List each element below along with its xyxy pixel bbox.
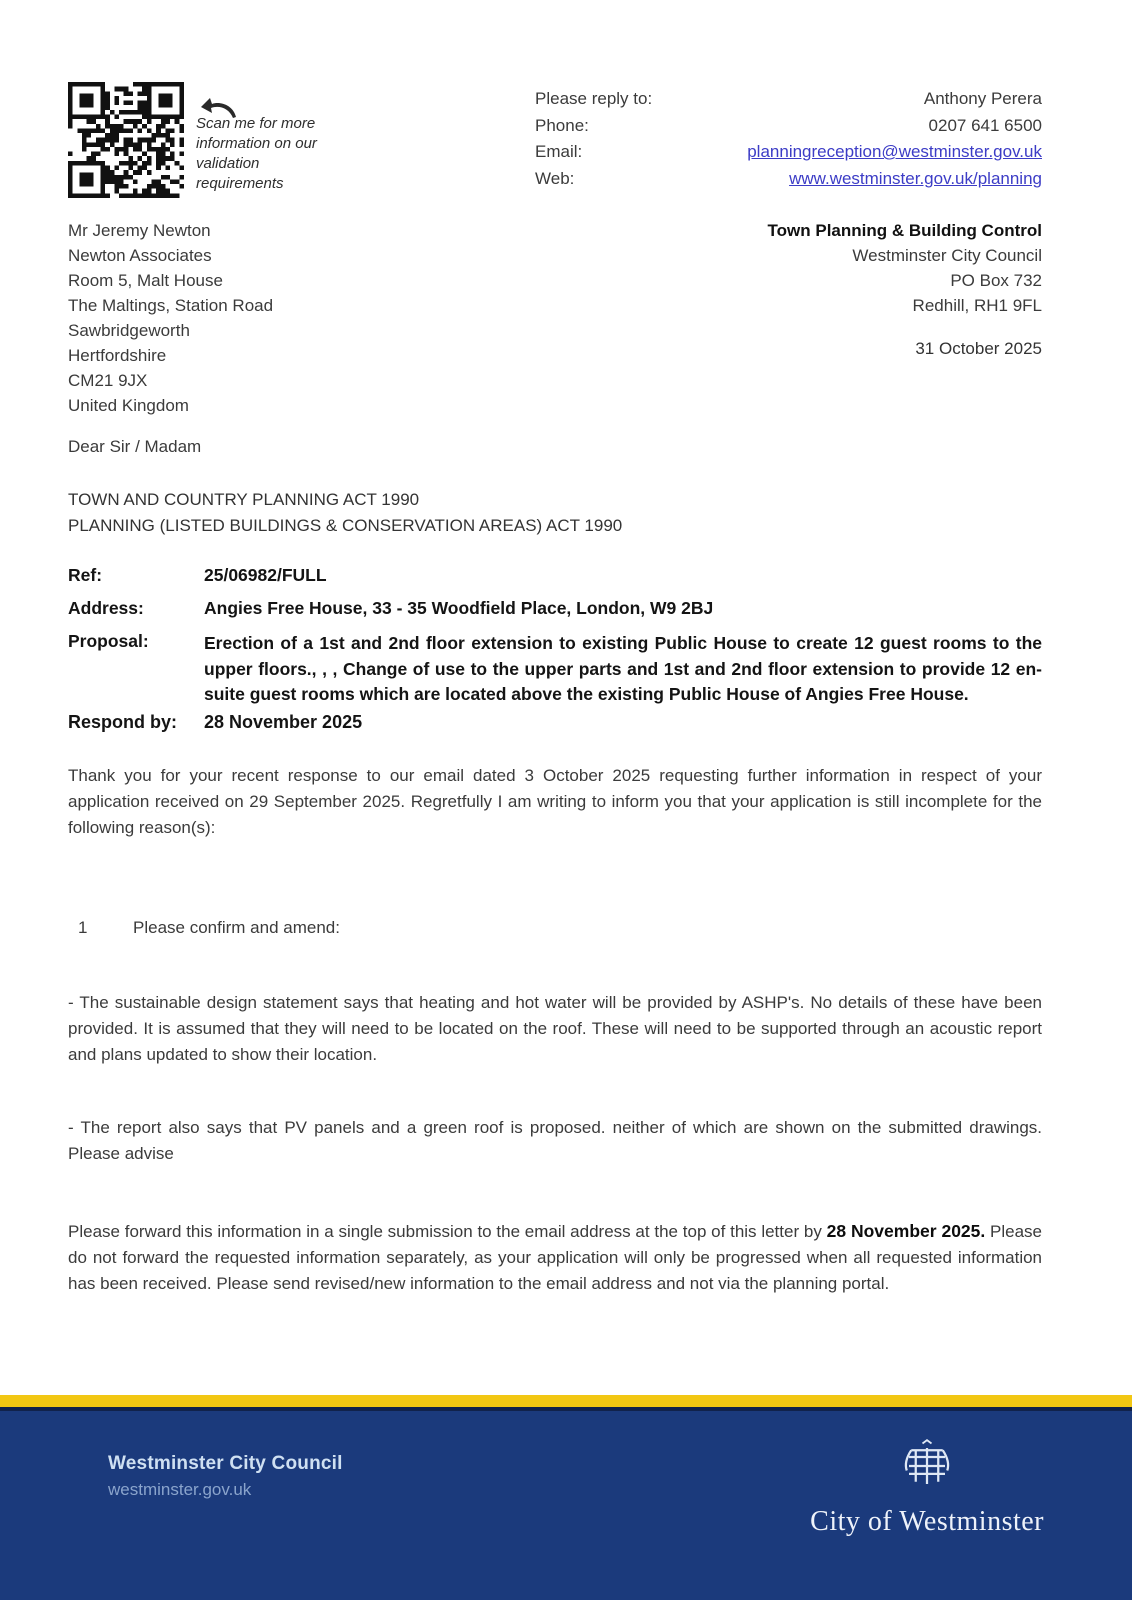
contact-block — [535, 86, 1042, 192]
item-text: Please confirm and amend: — [133, 918, 340, 937]
web-label: Web: — [535, 168, 575, 188]
sender-line: Westminster City Council — [852, 246, 1042, 265]
footer-yellow-stripe — [0, 1395, 1132, 1407]
qr-code — [68, 82, 184, 198]
address-label: Address: — [68, 598, 144, 618]
proposal-row — [68, 631, 1042, 708]
ref-value: 25/06982/FULL — [204, 565, 327, 585]
intro-paragraph: Thank you for your recent response to our email dated 3 October 2025 requesting further information in respect of your application received on 29 September 2025. Regretfully I am writing to inform you that your application is still incomplete for the following reason(s): — [68, 766, 1042, 837]
closing-deadline: 28 November 2025. — [826, 1221, 986, 1241]
respond-by-value: 28 November 2025 — [204, 712, 363, 732]
proposal-value: Erection of a 1st and 2nd floor extension to existing Public House to create 12 guest rooms to the upper floors., , , Change of use to the upper parts and 1st and 2nd floor extension to provide 12 en-suite guest rooms which are located above the existing Public House of Angies Free House. — [204, 633, 1042, 704]
recipient-line: CM21 9JX — [68, 371, 148, 390]
footer-council-name: Westminster City Council — [108, 1453, 343, 1474]
qr-caption: Scan me for more information on our validation requirements — [196, 115, 317, 192]
sender-line: PO Box 732 — [950, 271, 1042, 290]
sender-line: Redhill, RH1 9FL — [912, 296, 1042, 315]
reply-to-value: Anthony Perera — [923, 89, 1042, 108]
point-pv-panels: - The report also says that PV panels and a green roof is proposed. neither of which are shown on the submitted drawings. Please advise — [68, 1118, 1042, 1163]
phone-label: Phone: — [535, 115, 589, 135]
closing-before: Please forward this information in a single submission to the email address at the top of this letter by — [68, 1222, 827, 1241]
numbered-item — [78, 918, 1042, 938]
recipient-line: The Maltings, Station Road — [68, 296, 274, 315]
email-label: Email: — [535, 142, 583, 161]
act-line: TOWN AND COUNTRY PLANNING ACT 1990 — [68, 490, 420, 509]
salutation: Dear Sir / Madam — [68, 437, 202, 456]
phone-value: 0207 641 6500 — [928, 115, 1042, 135]
recipient-line: Newton Associates — [68, 246, 212, 265]
letter-date: 31 October 2025 — [915, 339, 1042, 358]
westminster-crest-icon — [900, 1439, 954, 1493]
email-link[interactable]: planningreception@westminster.gov.uk — [747, 142, 1042, 161]
web-link[interactable]: www.westminster.gov.uk/planning — [789, 168, 1042, 188]
respond-by-label: Respond by: — [68, 712, 178, 732]
closing-after: Please do not forward the requested information separately, as your application will only be progressed when all requested information has been received. Please send revised/new information to the email address and not via the planning portal. — [68, 1222, 1043, 1293]
sender-address — [768, 218, 1042, 361]
address-value: Angies Free House, 33 - 35 Woodfield Place, London, W9 2BJ — [204, 598, 714, 618]
recipient-line: United Kingdom — [68, 396, 189, 415]
recipient-line: Mr Jeremy Newton — [68, 221, 211, 240]
ref-label: Ref: — [68, 565, 103, 585]
act-line: PLANNING (LISTED BUILDINGS & CONSERVATION AREAS) ACT 1990 — [68, 515, 623, 535]
proposal-label: Proposal: — [68, 631, 149, 651]
ref-row — [68, 565, 1042, 586]
closing-paragraph — [68, 1218, 1042, 1297]
footer-brand-block — [810, 1439, 1044, 1538]
recipient-line: Hertfordshire — [68, 346, 167, 365]
footer-left — [108, 1453, 343, 1500]
footer-band — [0, 1411, 1132, 1600]
recipient-line: Sawbridgeworth — [68, 321, 190, 340]
footer-brand-text: City of Westminster — [810, 1506, 1044, 1537]
footer-website: westminster.gov.uk — [108, 1480, 252, 1499]
recipient-address — [68, 218, 273, 418]
recipient-line: Room 5, Malt House — [68, 271, 223, 290]
sender-department: Town Planning & Building Control — [767, 221, 1042, 240]
point-ashp: - The sustainable design statement says that heating and hot water will be provided by ASHP's. No details of these have been provided. It is assumed that they will need to be located on the roof. These will need to be supported through an acoustic report and plans updated to show their location. — [68, 993, 1042, 1064]
reply-to-label: Please reply to: — [535, 89, 653, 108]
item-number: 1 — [78, 918, 88, 937]
address-row — [68, 598, 1042, 619]
respond-by-row — [68, 712, 1042, 733]
statutory-acts — [68, 487, 622, 538]
